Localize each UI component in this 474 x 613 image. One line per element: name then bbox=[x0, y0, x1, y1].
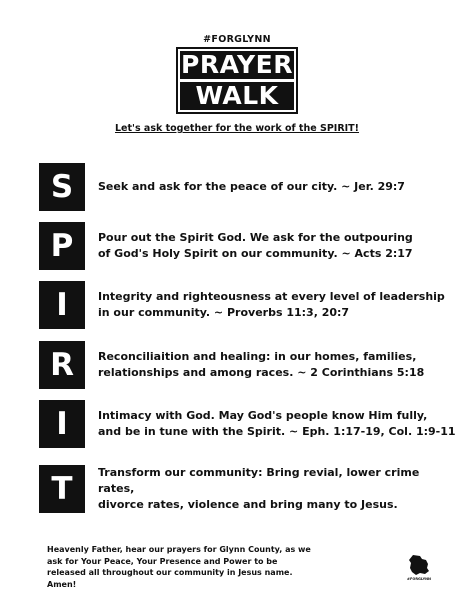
acrostic-text: Intimacy with God. May God's people know Him fully, and be in tune with the Spirit. ~ Eph. 1:17-19, Col. 1:9-11 bbox=[98, 409, 456, 438]
logo-hashtag: #FORGLYNN bbox=[203, 34, 271, 45]
acrostic-text: Pour out the Spirit God. We ask for the outpouring of God's Holy Spirit on our community. ~ Acts 2:17 bbox=[98, 231, 413, 260]
logo-line-walk: WALK bbox=[180, 82, 294, 110]
acrostic-row-r bbox=[39, 341, 459, 389]
acrostic-letter: I bbox=[39, 281, 85, 329]
logo-line-prayer: PRAYER bbox=[181, 50, 293, 79]
acrostic-row-i bbox=[39, 281, 459, 329]
acrostic-row-s bbox=[39, 163, 459, 211]
acrostic-row-p bbox=[39, 222, 459, 270]
acrostic-row-i-2 bbox=[39, 400, 459, 448]
acrostic-letter: P bbox=[39, 222, 85, 270]
acrostic-text: Integrity and righteousness at every level of leadership in our community. ~ Proverbs 11:3, 20:7 bbox=[98, 290, 445, 319]
acrostic-letter: S bbox=[39, 163, 85, 211]
acrostic-letter: I bbox=[39, 400, 85, 448]
closing-prayer: Heavenly Father, hear our prayers for Glynn County, as we ask for Your Peace, Your Presence and Power to be released all throughout our community in Jesus name. Amen! bbox=[47, 545, 311, 589]
footer-hashtag: #FORGLYNN bbox=[407, 577, 431, 581]
page-subtitle bbox=[0, 123, 474, 134]
acrostic-letter: R bbox=[39, 341, 85, 389]
subtitle-text: Let's ask together for the work of the SPIRIT! bbox=[115, 123, 359, 134]
logo-box bbox=[176, 47, 298, 114]
county-map-icon bbox=[407, 553, 431, 577]
acrostic-row-t bbox=[39, 465, 459, 513]
acrostic-text: Seek and ask for the peace of our city. ~ Jer. 29:7 bbox=[98, 180, 405, 193]
acrostic-text: Reconciliaition and healing: in our homes, families, relationships and among races. ~ 2 Corinthians 5:18 bbox=[98, 350, 425, 379]
prayer-walk-logo bbox=[176, 34, 298, 114]
footer-logo bbox=[402, 553, 436, 582]
acrostic-letter: T bbox=[39, 465, 85, 513]
acrostic-text: Transform our community: Bring revial, lower crime rates, divorce rates, violence and bring many to Jesus. bbox=[98, 466, 420, 511]
